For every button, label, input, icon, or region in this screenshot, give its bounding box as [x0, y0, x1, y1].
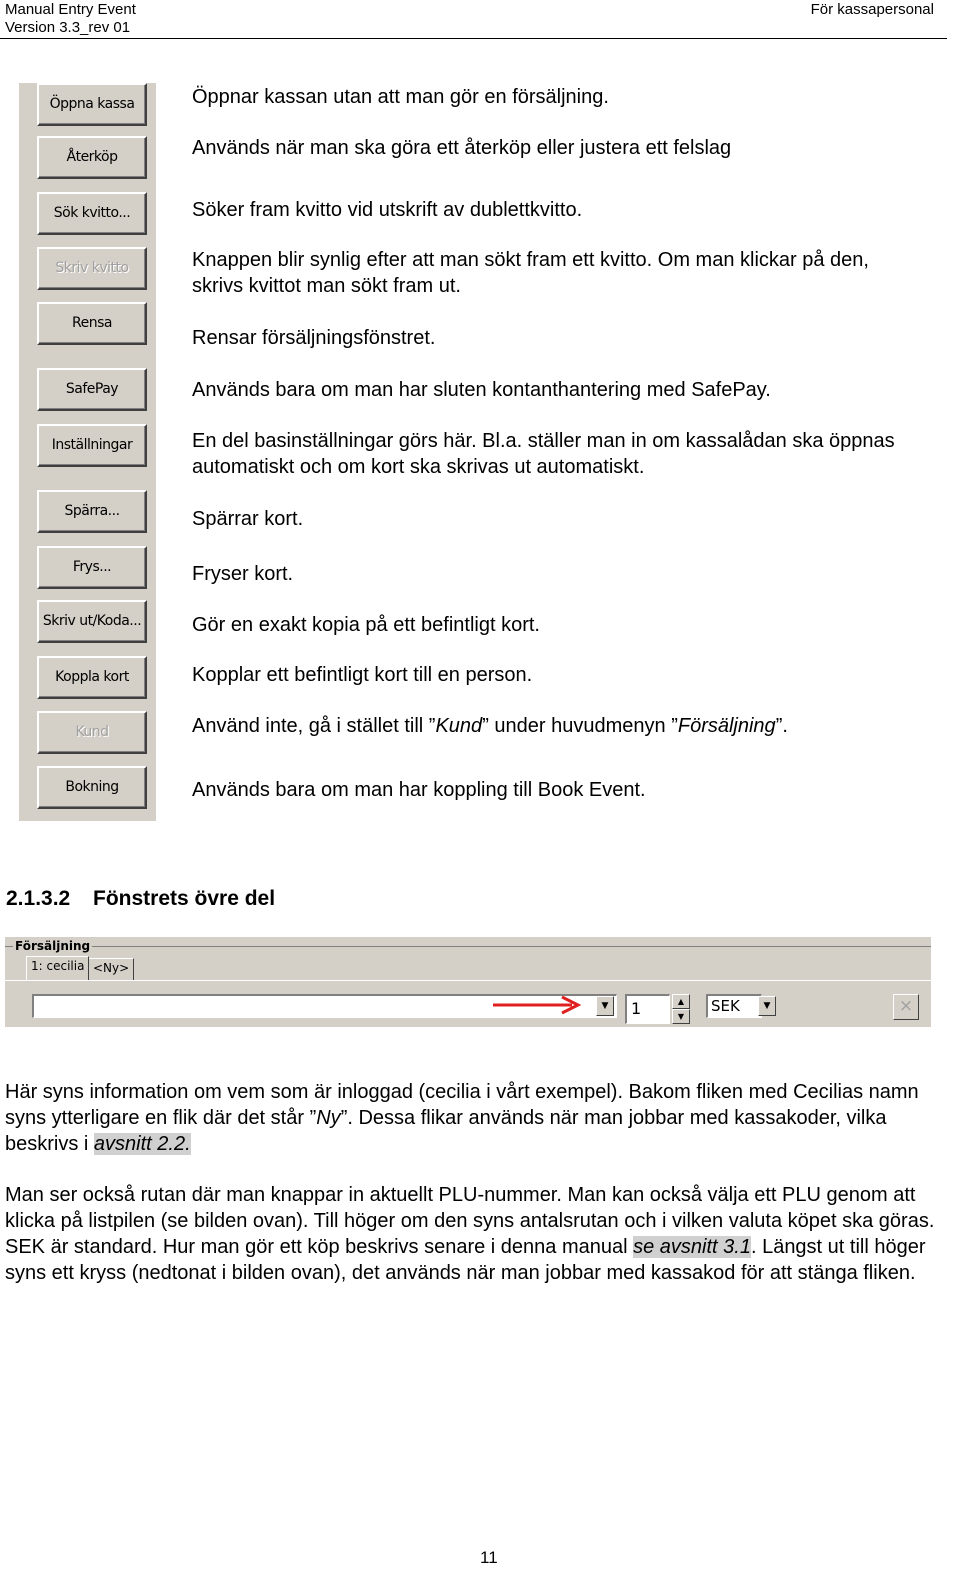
find-receipt-button[interactable]: Sök kvitto... [37, 192, 147, 235]
customer-description-text: ”. [775, 715, 788, 737]
refund-button[interactable]: Återköp [37, 136, 147, 179]
tab-cecilia[interactable]: 1: cecilia [26, 956, 89, 980]
settings-description: En del basinställningar görs här. Bl.a. ställer man in om kassalådan ska öppnas automatiskt och om kort ska skrivas ut automatiskt. [192, 430, 895, 478]
paragraph-text: . Längst ut till höger syns ett kryss (nedtonat i bilden ovan), det används när man jobbar med kassakod för att stänga fliken. [5, 1236, 926, 1284]
section-number: 2.1.3.2 [6, 887, 71, 910]
group-border [5, 946, 931, 947]
document-audience: För kassapersonal [810, 1, 934, 18]
group-title: Försäljning [15, 939, 91, 953]
freeze-card-description: Fryser kort. [192, 563, 294, 585]
refund-description: Används när man ska göra ett återköp eller justera ett felslag [192, 137, 732, 159]
customer-button[interactable]: Kund [37, 711, 147, 754]
customer-description-text: Använd inte, gå i stället till ” [192, 715, 436, 737]
page-number: 11 [480, 1548, 498, 1567]
block-card-description: Spärrar kort. [192, 508, 304, 530]
open-till-description: Öppnar kassan utan att man gör en försäljning. [192, 86, 609, 108]
paragraph-text: Man ser också rutan där man knappar in aktuellt PLU-nummer. Man kan också välja ett PLU genom att klicka på listpilen (se bilden ovan). Till höger om den syns antalsrutan och i vilken valuta köpet ska göras. SEK är standard. Hur man gör ett köp beskrivs senare i denna manual [5, 1184, 935, 1258]
section-link[interactable]: avsnitt 2.2. [93, 1133, 191, 1155]
booking-button[interactable]: Bokning [37, 766, 147, 809]
find-receipt-description: Söker fram kvitto vid utskrift av dublettkvitto. [192, 199, 583, 221]
paragraph-login-info [5, 1079, 950, 1157]
safepay-description: Används bara om man har sluten kontanthantering med SafePay. [192, 379, 771, 401]
currency-select[interactable]: SEK [706, 994, 762, 1018]
print-receipt-button[interactable]: Skriv kvitto [37, 247, 147, 290]
paragraph-text: Här syns information om vem som är inloggad (cecilia i vårt exempel). Bakom fliken med Cecilias namn syns ytterligare en flik där det står ” [5, 1081, 919, 1129]
document-version: Version 3.3_rev 01 [5, 19, 131, 36]
red-arrow-icon [492, 994, 584, 1018]
sales-menu-term: Försäljning [677, 715, 776, 737]
customer-description-text: ” under huvudmenyn ” [482, 715, 678, 737]
quantity-up-icon[interactable]: ▲ [672, 994, 690, 1009]
header-divider [0, 38, 947, 39]
paragraph-plu-info [5, 1182, 950, 1286]
quantity-down-icon[interactable]: ▼ [672, 1009, 690, 1024]
sales-window-screenshot [5, 937, 931, 1027]
link-card-description: Kopplar ett befintligt kort till en person. [192, 664, 533, 686]
section-heading [6, 887, 275, 911]
print-encode-button[interactable]: Skriv ut/Koda... [37, 600, 147, 643]
customer-term: Kund [435, 715, 483, 737]
customer-description [192, 713, 932, 739]
new-tab-term: Ny [316, 1107, 341, 1129]
block-card-button[interactable]: Spärra... [37, 490, 147, 533]
tab-new[interactable]: <Ny> [88, 958, 134, 980]
paragraph-text: ”. Dessa flikar används när man jobbar med kassakoder, vilka beskrivs i [5, 1107, 887, 1155]
print-receipt-description: Knappen blir synlig efter att man sökt fram ett kvitto. Om man klickar på den, skrivs kvittot man sökt fram ut. [192, 249, 869, 297]
plu-dropdown-arrow-icon[interactable]: ▼ [596, 996, 614, 1016]
currency-dropdown-arrow-icon[interactable]: ▼ [758, 996, 776, 1016]
document-title: Manual Entry Event [5, 1, 136, 18]
settings-button[interactable]: Inställningar [37, 424, 147, 467]
safepay-button[interactable]: SafePay [37, 368, 147, 411]
tab-strip-border [5, 980, 931, 981]
close-tab-icon[interactable]: × [893, 994, 919, 1020]
quantity-field[interactable]: 1 [625, 994, 670, 1024]
section-link[interactable]: se avsnitt 3.1 [633, 1236, 751, 1258]
copy-card-description: Gör en exakt kopia på ett befintligt kort. [192, 614, 540, 636]
clear-button[interactable]: Rensa [37, 302, 147, 345]
booking-description: Används bara om man har koppling till Book Event. [192, 779, 646, 801]
freeze-card-button[interactable]: Frys... [37, 546, 147, 589]
open-till-button[interactable]: Öppna kassa [37, 83, 147, 126]
link-card-button[interactable]: Koppla kort [37, 656, 147, 699]
clear-description: Rensar försäljningsfönstret. [192, 327, 436, 349]
section-title: Fönstrets övre del [93, 887, 276, 910]
